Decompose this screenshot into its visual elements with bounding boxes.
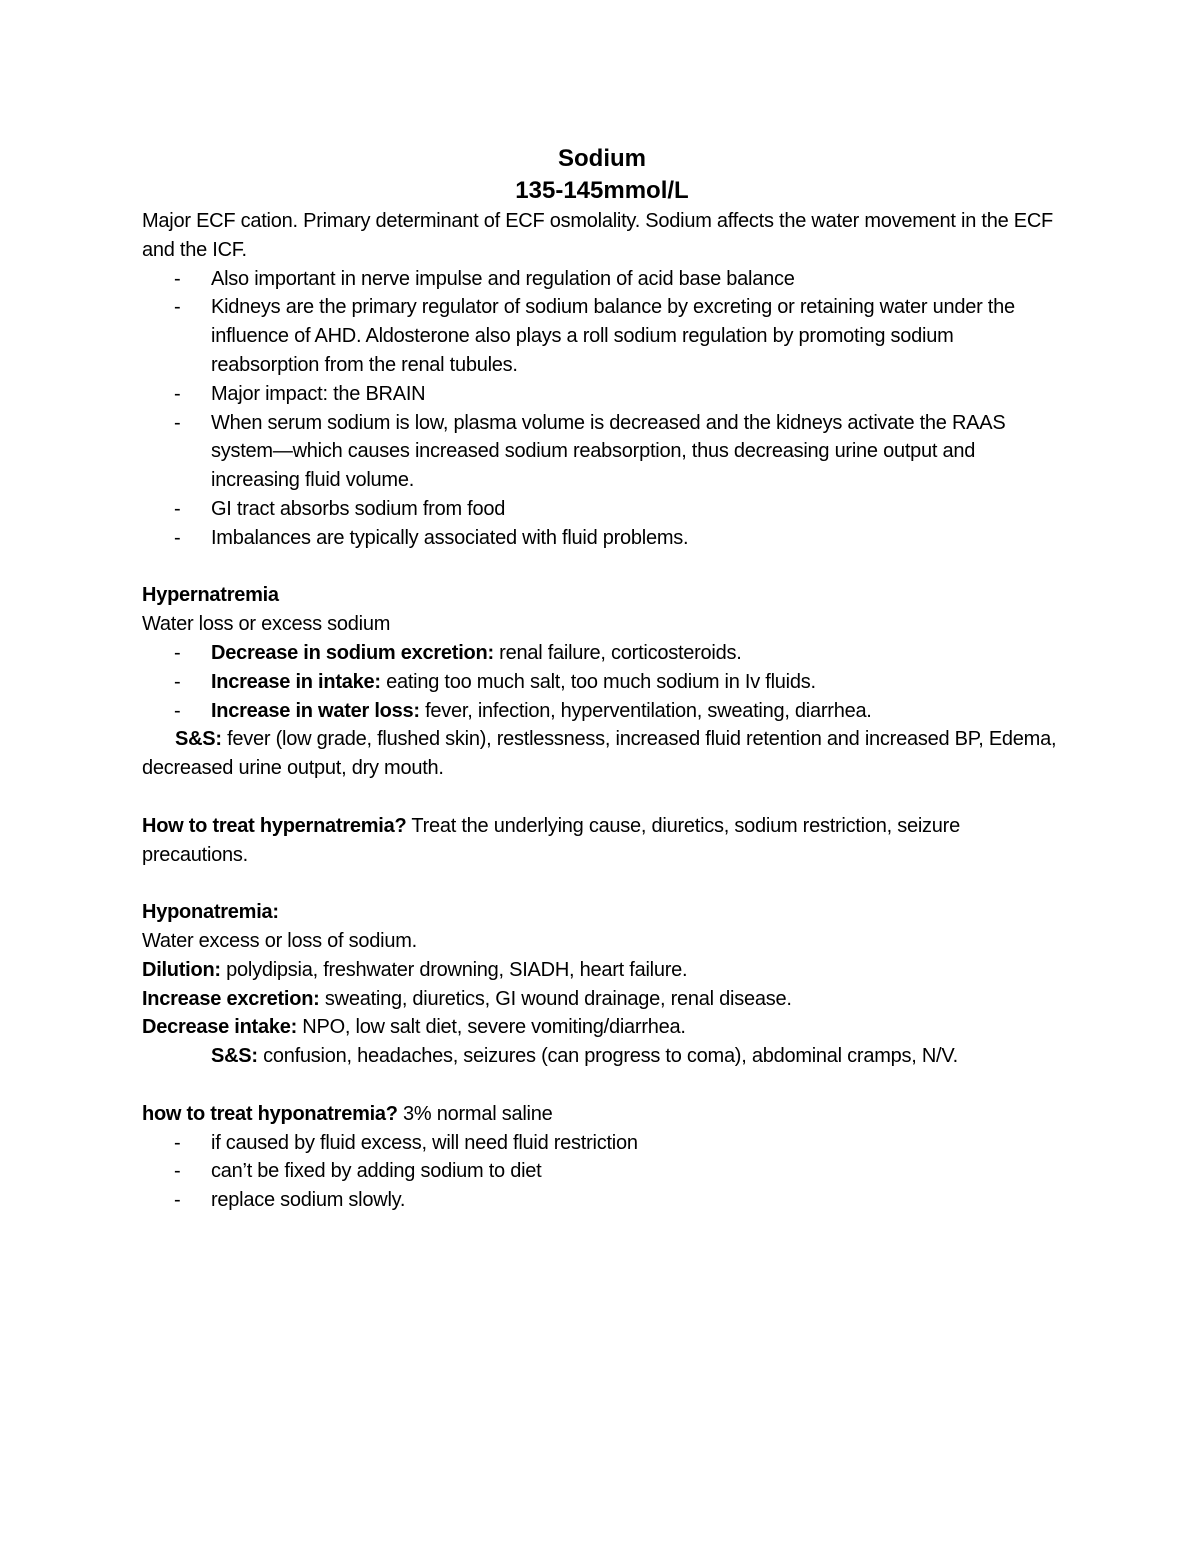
list-item bbox=[142, 639, 1062, 668]
hyponatremia-treatment-list bbox=[142, 1129, 1062, 1215]
dash-marker: - bbox=[174, 670, 181, 693]
cause-text: renal failure, corticosteroids. bbox=[493, 641, 742, 664]
cause-text: fever, infection, hyperventilation, sweating, diarrhea. bbox=[419, 699, 872, 722]
list-item bbox=[142, 524, 1062, 553]
hypernatremia-causes-list bbox=[142, 639, 1062, 725]
hyponatremia-cause-line bbox=[142, 985, 1062, 1014]
hyponatremia-heading: Hyponatremia: bbox=[142, 901, 279, 924]
document-page bbox=[142, 143, 1062, 1215]
cause-label: Dilution: bbox=[142, 958, 221, 981]
reference-range: 135-145mmol/L bbox=[515, 177, 689, 204]
hyponatremia-subtitle: Water excess or loss of sodium. bbox=[142, 929, 417, 952]
blank-line bbox=[142, 869, 1062, 898]
hyponatremia-cause-line bbox=[142, 956, 1062, 985]
list-item bbox=[142, 697, 1062, 726]
dash-marker: - bbox=[174, 1189, 181, 1212]
dash-marker: - bbox=[174, 296, 181, 319]
hyponatremia-signs-symptoms bbox=[142, 1042, 1062, 1071]
cause-text: eating too much salt, too much sodium in Iv fluids. bbox=[380, 670, 816, 693]
list-item bbox=[142, 1129, 1062, 1158]
list-item-text: GI tract absorbs sodium from food bbox=[211, 497, 506, 520]
list-item bbox=[142, 668, 1062, 697]
dash-marker: - bbox=[174, 526, 181, 549]
treatment-text: Treat the underlying cause, diuretics, sodium restriction, seizure precautions. bbox=[142, 814, 960, 866]
treatment-label: how to treat hyponatremia? bbox=[142, 1102, 398, 1125]
cause-label: Decrease intake: bbox=[142, 1016, 297, 1039]
list-item-text: Kidneys are the primary regulator of sodium balance by excreting or retaining water under the influence of AHD. Aldosterone also plays a roll sodium regulation by promoting sodium reabsorption from the renal tubules. bbox=[211, 296, 1015, 376]
cause-text: polydipsia, freshwater drowning, SIADH, heart failure. bbox=[220, 958, 688, 981]
list-item-text: Imbalances are typically associated with fluid problems. bbox=[211, 526, 689, 549]
document-title: Sodium bbox=[558, 145, 646, 172]
hypernatremia-heading: Hypernatremia bbox=[142, 584, 279, 607]
hyponatremia-treatment bbox=[142, 1100, 1062, 1129]
ss-text: fever (low grade, flushed skin), restlessness, increased fluid retention and increased BP, Edema, decreased urine output, dry mouth. bbox=[142, 728, 1057, 780]
cause-label: Decrease in sodium excretion: bbox=[211, 641, 494, 664]
dash-marker: - bbox=[174, 411, 181, 434]
hypernatremia-treatment bbox=[142, 812, 1062, 870]
list-item bbox=[142, 293, 1062, 379]
ss-label: S&S: bbox=[175, 728, 222, 751]
blank-line bbox=[142, 553, 1062, 582]
list-item-text: When serum sodium is low, plasma volume is decreased and the kidneys activate the RAAS system—which causes increased sodium reabsorption, thus decreasing urine output and increasing fluid volume. bbox=[211, 411, 1006, 492]
list-item bbox=[142, 380, 1062, 409]
dash-marker: - bbox=[174, 267, 181, 290]
blank-line bbox=[142, 1071, 1062, 1100]
list-item-text: can’t be fixed by adding sodium to diet bbox=[211, 1160, 542, 1183]
list-item bbox=[142, 495, 1062, 524]
dash-marker: - bbox=[174, 1131, 181, 1154]
list-item bbox=[142, 409, 1062, 495]
cause-text: NPO, low salt diet, severe vomiting/diarrhea. bbox=[296, 1016, 686, 1039]
hypernatremia-subtitle: Water loss or excess sodium bbox=[142, 613, 391, 636]
ss-label: S&S: bbox=[211, 1045, 258, 1068]
blank-line bbox=[142, 783, 1062, 812]
treatment-label: How to treat hypernatremia? bbox=[142, 814, 407, 837]
list-item bbox=[142, 265, 1062, 294]
dash-marker: - bbox=[174, 1160, 181, 1183]
intro-paragraph: Major ECF cation. Primary determinant of ECF osmolality. Sodium affects the water movement in the ECF and the ICF. bbox=[142, 210, 1054, 261]
list-item-text: Major impact: the BRAIN bbox=[211, 382, 426, 405]
dash-marker: - bbox=[174, 382, 181, 405]
cause-label: Increase in water loss: bbox=[211, 699, 420, 722]
list-item bbox=[142, 1186, 1062, 1215]
list-item-text: if caused by fluid excess, will need fluid restriction bbox=[211, 1131, 638, 1154]
list-item-text: replace sodium slowly. bbox=[211, 1189, 406, 1212]
cause-label: Increase in intake: bbox=[211, 670, 381, 693]
hypernatremia-signs-symptoms bbox=[142, 725, 1062, 783]
dash-marker: - bbox=[174, 641, 181, 664]
intro-bullet-list bbox=[142, 265, 1062, 553]
cause-text: sweating, diuretics, GI wound drainage, renal disease. bbox=[319, 987, 792, 1010]
dash-marker: - bbox=[174, 497, 181, 520]
ss-text: confusion, headaches, seizures (can progress to coma), abdominal cramps, N/V. bbox=[257, 1045, 958, 1068]
treatment-text: 3% normal saline bbox=[397, 1102, 553, 1125]
cause-label: Increase excretion: bbox=[142, 987, 320, 1010]
hyponatremia-cause-line bbox=[142, 1013, 1062, 1042]
list-item-text: Also important in nerve impulse and regulation of acid base balance bbox=[211, 267, 795, 290]
list-item bbox=[142, 1157, 1062, 1186]
dash-marker: - bbox=[174, 699, 181, 722]
